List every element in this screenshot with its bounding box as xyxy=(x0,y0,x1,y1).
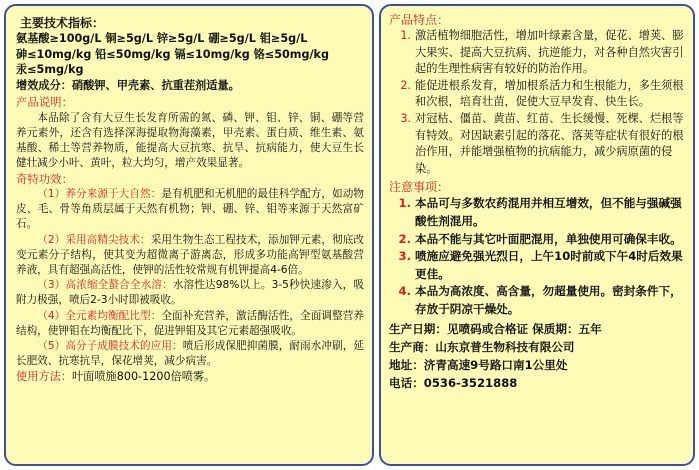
note-item-1 xyxy=(389,195,687,230)
spec-line-3: 汞≤5mg/kg xyxy=(16,63,84,77)
effect-item-2 xyxy=(16,233,364,279)
effect-label: （3）高浓缩全螯合全水溶： xyxy=(37,279,173,292)
note-item-4 xyxy=(389,283,687,318)
note-item-2 xyxy=(389,231,687,249)
specs-title: 主要技术指标： xyxy=(20,16,105,30)
effect-text: 是有机肥和无机肥的最佳科学配方，如动物皮、毛、骨等角质层属于天然有机物；钾、硼、锌、钼等来源于天然富矿石。 xyxy=(16,188,364,231)
effect-label: （4）全元素均衡配比型： xyxy=(37,309,162,322)
feature-number: 3. xyxy=(400,111,411,125)
usage-heading: 使用方法： xyxy=(16,370,72,384)
feature-text: 激活植物细胞活性，增加叶绿素含量，促花、增荚、膨大果实、提高大豆抗病、抗逆能力，对各种自然灾害引起的生理性病害有较好的防治作用。 xyxy=(415,29,684,76)
description-heading: 产品说明： xyxy=(16,95,73,110)
phone-line: 电话：0536-3521888 xyxy=(389,375,518,390)
feature-item-3 xyxy=(389,111,687,177)
feature-text: 能促进根系发育，增加根系活力和生根能力，多生须根和次根，培育壮苗，促使大豆早发育、快生长。 xyxy=(415,78,684,109)
note-number: 1. xyxy=(398,196,411,211)
note-number: 3. xyxy=(398,249,411,264)
effect-item-5 xyxy=(16,339,364,369)
manufacturer-line: 生产商：山东京普生物科技有限公司 xyxy=(389,339,575,354)
note-text: 喷施应避免强光烈日，上午10时前或下午4时后效果更佳。 xyxy=(415,249,683,281)
feature-number: 1. xyxy=(400,29,411,42)
address-line: 地址：济青高速9号路口南1公里处 xyxy=(389,357,568,372)
usage-text: 叶面喷施800-1200倍喷雾。 xyxy=(71,370,216,384)
feature-number: 2. xyxy=(400,78,411,92)
effect-text: 采用生物生态工程技术，添加钾元素，彻底改变元素分子结构，使其变为超微离子游离态，形成多功能高钾型氨基酸营养液，具有超强高活性，使钾的活性较常规有机钾提高4-6倍。 xyxy=(16,233,365,277)
spec-line-2: 砷≤10mg/kg 铅≤50mg/kg 镉≤10mg/kg 铬≤50mg/kg xyxy=(16,47,330,61)
production-date-line: 生产日期：见喷码或合格证 保质期：五年 xyxy=(389,321,602,336)
feature-item-1 xyxy=(389,28,687,78)
usage-line xyxy=(16,369,364,384)
effects-heading: 奇特功效： xyxy=(16,171,73,186)
note-number: 2. xyxy=(398,231,411,246)
feature-text: 对冠枯、僵苗、黄苗、红苗、生长缓慢、死棵、烂根等有特效。对因缺素引起的落花、落荚等症状有很好的根治作用，并能增强植物的抗病能力，减少病原菌的侵染。 xyxy=(415,111,684,175)
effect-item-1 xyxy=(16,187,364,233)
note-item-3 xyxy=(389,248,687,283)
note-text: 本品为高浓度、高含量，勿超量使用。密封条件下，存放于阴凉干燥处。 xyxy=(415,284,682,316)
effect-label: （2）采用高精尖技术： xyxy=(37,233,151,246)
effect-text: 全面补充营养，激活酶活性，全面调整营养结构，使钾钼在均衡配比下，促进钾钼及其它元素超强吸收。 xyxy=(16,309,364,337)
spec-line-1: 氨基酸≥100g/L 铜≥5g/L 锌≥5g/L 硼≥5g/L 钼≥5g/L xyxy=(16,32,308,45)
effect-text: 水溶性达98%以上。3-5秒快速渗入，吸附力极强，喷后2-3小时即被吸收。 xyxy=(16,279,364,307)
effect-text: 喷后形成保肥抑菌膜，耐雨水冲刷，延长肥效、抗寒抗旱，保花增荚，减少病害。 xyxy=(16,340,364,368)
note-text: 本品可与多数农药混用并相互增效，但不能与强碱强酸性剂混用。 xyxy=(415,196,682,228)
notes-heading: 注意事项： xyxy=(389,180,450,195)
features-heading: 产品特点： xyxy=(389,13,450,27)
note-text: 本品不能与其它叶面肥混用，单独使用可确保丰收。 xyxy=(415,231,682,246)
technical-specs-panel xyxy=(4,4,374,466)
effect-item-4 xyxy=(16,309,364,339)
note-number: 4. xyxy=(398,284,411,299)
features-panel xyxy=(379,4,695,466)
description-text: 本品除了含有大豆生长发育所需的氮、磷、钾、钼、锌、铜、硼等营养元素外，还含有选择深海提取物海藻素，甲壳素、蛋白质、维生素、氨基酸、稀土等营养物质，能提高大豆抗寒、抗旱、抗病能力，使大豆生长健壮减少小叶、黄叶，粒大均匀，增产效果显著。 xyxy=(16,111,364,170)
effect-label: （5）高分子成膜技术的应用： xyxy=(37,340,183,353)
effect-label: （1）养分来源于大自然： xyxy=(37,188,162,200)
effect-item-3 xyxy=(16,278,364,308)
feature-item-2 xyxy=(389,78,687,111)
spec-line-4: 增效成分：硝酸钾、甲壳素、抗重茬剂适量。 xyxy=(16,78,240,92)
